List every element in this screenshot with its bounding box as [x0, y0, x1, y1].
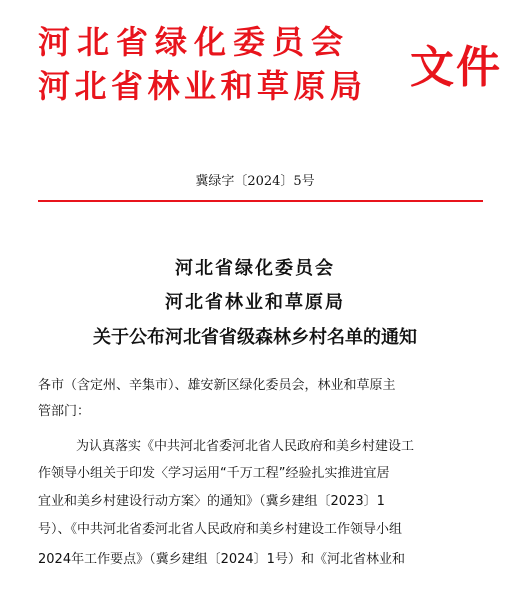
title-line-3: 关于公布河北省省级森林乡村名单的通知 [93, 327, 417, 348]
issuer-name-2: 河北省林业和草原局 [38, 67, 367, 105]
recipient-line-1: 各市（含定州、辛集市）、雄安新区绿化委员会，林业和草原主 [38, 378, 396, 393]
title-line-2: 河北省林业和草原局 [165, 292, 345, 313]
document-type-label: 文件 [410, 42, 502, 93]
recipient-line-2: 管部门： [38, 404, 91, 419]
document-header [38, 14, 502, 114]
paragraph-line-3: 宜业和美乡村建设行动方案〉的通知》（冀乡建组〔2023〕1 [38, 494, 385, 509]
document-number: 冀绿字〔2024〕5号 [195, 174, 315, 189]
paragraph-line-4: 号）、《中共河北省委河北省人民政府和美乡村建设工作领导小组 [38, 522, 403, 537]
issuer-name-1: 河北省绿化委员会 [38, 23, 351, 61]
paragraph-line-1: 为认真落实《中共河北省委河北省人民政府和美乡村建设工 [76, 439, 415, 454]
paragraph-line-2: 作领导小组关于印发〈学习运用“千万工程”经验扎实推进宜居 [38, 466, 390, 481]
title-line-1: 河北省绿化委员会 [175, 258, 335, 279]
red-divider-line [38, 200, 483, 202]
paragraph-line-5: 2024年工作要点》（冀乡建组〔2024〕1号）和《河北省林业和 [38, 552, 405, 567]
